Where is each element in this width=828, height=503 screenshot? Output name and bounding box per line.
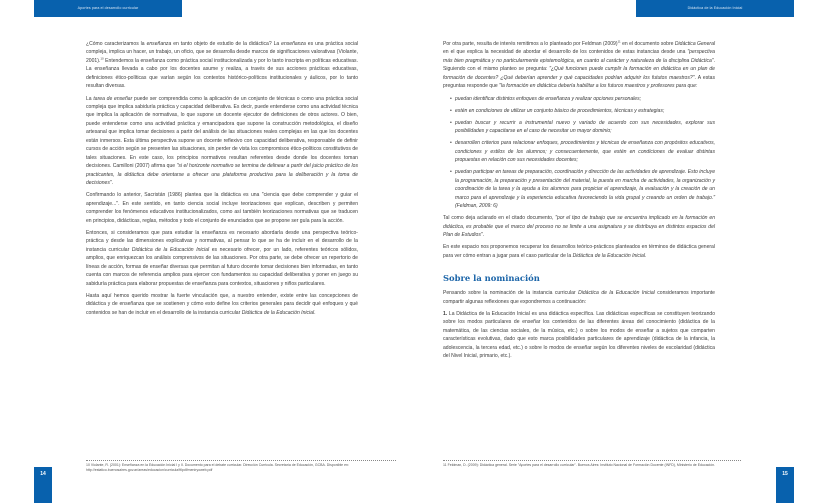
body-paragraph: ¿Cómo caracterizamos la enseñanza en tanto objeto de estudio de la didáctica? La enseñanza es una práctica social compleja, implica un hacer, un trabajo, un oficio, que se desarrolla desde marcos de significaciones valorativas (Violante, 2001).$^{10}$ Entendemos la enseñanza como práctica social institucionalizada y por lo tanto inscripta en políticas educativas. La enseñanza llevada a cabo por los docentes asume y realiza, a través de sus acciones prácticas educativas, definiciones ético-políticas que varían según los contextos histórico-políticos institucionales y áulicos, por lo tanto resultan diversas. <box>86 41 358 90</box>
right-page <box>414 0 828 503</box>
bullet-item: • puedan participar en tareas de preparación, coordinación y dirección de las actividades de aprendizaje. Esto incluye la programación, la preparación y presentación del material, la puesta en marcha de actividades, la organización y coordinación de la tarea y la ayuda a los alumnos para propiciar el aprendizaje, la evaluación y la creación de un marco para el aprendizaje y la experiencia educativa favoreciendo la vida grupal y creando un orden de trabajo." (Feldman, 2009: 6) <box>455 168 715 210</box>
section-title: Sobre la nominación <box>443 273 540 284</box>
body-paragraph: Hasta aquí hemos querido mostrar la fuerte vinculación que, a nuestro entender, existe entre las concepciones de didáctica y de enseñanza que se sostienen y cómo esto define los criterios generales para decidir qué enfoques y qué contenidos se han de incluir en el desarrollo de la instancia curricular Didáctica de la Educación Inicial. <box>86 292 358 316</box>
bullet-item: • desarrollen criterios para relacionar enfoques, procedimientos y técnicas de enseñanza con propósitos educativos, condiciones y estilos de los alumnos; y consecuentemente, que estén en condiciones de evaluar distintas propuestas en relación con sus necesidades docentes; <box>455 139 715 164</box>
right-paragraphs <box>443 214 715 260</box>
page-number-right: 15 <box>776 467 794 503</box>
bullet-item: • estén en condiciones de utilizar un conjunto básico de procedimientos, técnicas y estrategias; <box>455 107 715 115</box>
intro-paragraph: Por otra parte, resulta de interés remitimos a lo planteado por Feldman $(2009)^{11}$ en el documento sobre Didáctica General en el que explica la necesidad de abordar el desarrollo de los contenidos de estas instancias desde una "perspectiva más bien pragmática y no particularmente epistemológica, en cuanto al carácter y naturaleza de la disciplina Didáctica". Siguiendo con el mismo planteo se pregunta: "¿Qué funciones puede cumplir la formación en didáctica en un plan de formación de docentes? ¿Qué deberían aprender y qué capacidades podrían adquirir los fututos maestros?". A estas preguntas responde que "la formación en didáctica debería habilitar a los futuros maestros y profesores para que: <box>443 39 715 90</box>
left-body-column <box>86 40 358 321</box>
bullet-list <box>455 95 715 211</box>
footnote-left: 10 Violante, R. (2001): Enseñanza en la Educación Inicial I y II. Documento para el debate curricular. Dirección Curricula. Secretaría de Educación, GCBA. Disponible en: http://estatico.buenosaires.gov.ar/areas/educacion/curricula/ftlpdf/meniryoweb.pdf <box>86 460 396 473</box>
footnote-right: 11 Feldman, D. (2009): Didáctica general. Serie "Aportes para el desarrollo curricular". Buenos Aires: Instituto Nacional de Formación Docente (INFD), Ministerio de Educación. <box>443 460 741 468</box>
body-paragraph: Tal como deja aclarado en el citado documento, "por el tipo de trabajo que se encuentra implicado en la formación en didáctica, es probable que el marco del proceso no se limite a una asignatura y se distribuya en distintos espacios del Plan de Estudios". <box>443 215 715 239</box>
running-header-left: Aportes para el desarrollo curricular <box>34 0 182 17</box>
bullet-item: • puedan buscar y recurrir a instrumental nuevo y variado de acuerdo con sus necesidades, explorar sus posibilidades y capacitarse en el caso de necesitar un mayor dominio; <box>455 119 715 136</box>
section-paragraph: 1. La Didáctica de la Educación Inicial es una didáctica específica. Las didácticas específicas se constituyen teorizando sobre los modos particulares de enseñar los contenidos de las diferentes áreas del conocimiento (didáctica de la matemática, de las ciencias sociales, de la música, etc.) o sobre los modos de enseñar a sujetos que comparten características evolutivas, dado que esto marca posibilidades particulares de aprendizaje (didáctica de la infancia, la adolescencia, la tercera edad, etc.) o sobre lo modos de enseñar según los diferentes niveles de escolaridad (didáctica del Nivel Inicial, primario, etc.). <box>443 310 715 360</box>
body-paragraph: La tarea de enseñar puede ser comprendida como la aplicación de un conjunto de técnicas o como una práctica social compleja que implica sabiduría práctica y capacidad deliberativa. Es decir, puede entenderse como una actividad técnica que implica la aplicación de normativas, lo que supone un docente ejecutor de definiciones de otros actores. O bien, puede entenderse como una actividad práctica y emancipadora que supone la construcción metodológica, el diseño artesanal que implica tomar decisiones a partir del análisis de las situaciones reales complejas en las que los docentes están inmersos. Esta última perspectiva supone un docente reflexivo con capacidad deliberativa, responsable de definir cursos de acción según se presenten las situaciones, sin perder de vista los compromisos ético-políticos constitutivos de tales situaciones. En este caso, los principios normativos resultan referentes desde donde los docentes toman decisiones. Camilloni (2007) afirma que "si el horizonte normativo se termina de delinear a partir del juicio práctico de los practicantes, la didáctica debe orientarse a ofrecer una plataforma productiva para la deliberación y la toma de decisiones". <box>86 95 358 187</box>
section-body <box>443 289 715 360</box>
right-body-column <box>443 40 715 364</box>
page-number-left: 14 <box>34 467 52 503</box>
bullet-item: • puedan identificar distintos enfoques de enseñanza y realizar opciones personales; <box>455 95 715 103</box>
body-paragraph: Confirmando lo anterior, Sacristán (1986) plantea que la didáctica es una "ciencia que debe comprender y guiar el aprendizaje...". En este sentido, en tanto ciencia social incluye teorizaciones que explican, describen y permiten comprender los fenómenos educativos institucionalizados, como así también teorizaciones normativas que se traducen en principios, didácticas, reglas, métodos y todo el conjunto de enunciados que se propone ser guía para la acción. <box>86 192 358 224</box>
section-paragraph: Pensando sobre la nominación de la instancia curricular Didáctica de la Educación Inicial consideramos importante compartir algunas reflexiones que expondremos a continuación: <box>443 290 715 305</box>
running-header-right: Didáctica de la Educación Inicial <box>636 0 794 17</box>
body-paragraph: En este espacio nos proponemos recuperar los desarrollos teórico-prácticos planteados en términos de didáctica general para ver cómo entran a jugar para el caso particular de la Didáctica de la Educación Inicial. <box>443 244 715 259</box>
body-paragraph: Entonces, si consideramos que para estudiar la enseñanza es necesario abordarla desde una perspectiva teórico-práctica y desde las dimensiones explicativas y normativas, al pensar lo que se ha de incluir en el desarrollo de la instancia curricular Didáctica de la Educación Inicial es necesario ofrecer, por un lado, referentes teóricos sólidos, amplios, que enriquezcan los análisis comprensivos de las situaciones. Por otra parte, se debe ofrecer un repertorio de líneas de acción, formas de enseñar diversas que permitan al futuro docente tomar decisiones bien informadas, en tanto cuenta con marcos de referencia amplios para ejercer con fundamentos su capacidad deliberativa y poner en juego su sabiduría práctica para elaborar propuestas de enseñanza para contextos, situaciones y niños particulares. <box>86 229 358 287</box>
